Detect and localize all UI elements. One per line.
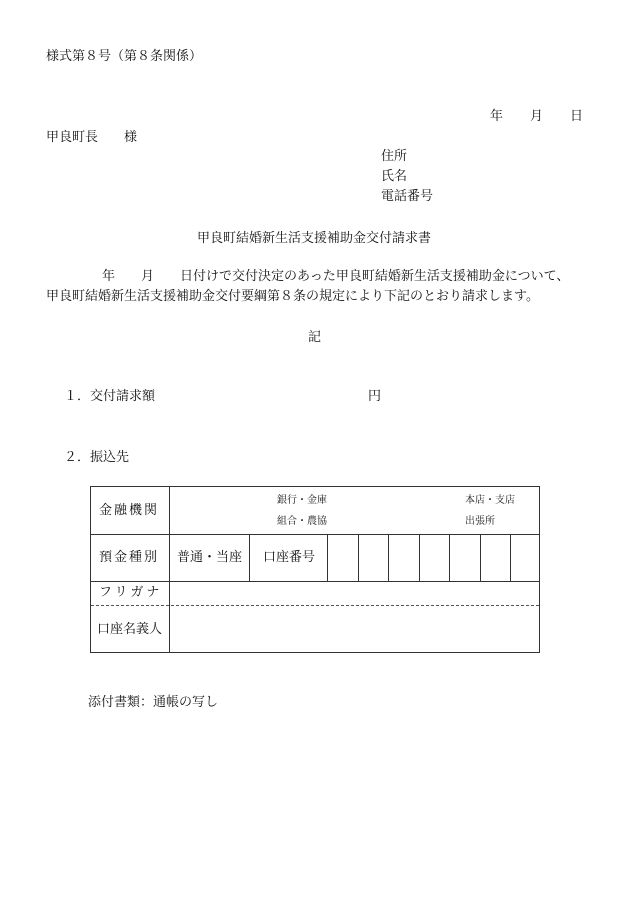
address-label: 住所 [381, 149, 408, 164]
account-holder-label: 口座名義人 [97, 622, 163, 637]
body-line-1: 年 月 日付けで交付決定のあった甲良町結婚新生活支援補助金について、 [102, 269, 570, 284]
date-day: 日 [570, 109, 584, 124]
branch-type-2: 出張所 [465, 516, 495, 527]
bank-type-1: 銀行・金庫 [277, 495, 327, 506]
item1-unit: 円 [368, 389, 382, 404]
phone-label: 電話番号 [381, 189, 434, 204]
label-column-divider [169, 487, 170, 652]
name-label: 氏名 [381, 169, 408, 184]
addressee: 甲良町長 様 [46, 130, 138, 145]
item2-label: ２．振込先 [64, 450, 130, 465]
date-month: 月 [530, 109, 544, 124]
account-digit-divider [510, 534, 511, 581]
document-title: 甲良町結婚新生活支援補助金交付請求書 [197, 231, 432, 246]
bank-account-table [90, 486, 540, 653]
table-rule-dashed [91, 605, 539, 606]
account-digit-divider [388, 534, 389, 581]
form-number: 様式第８号（第８条関係） [46, 49, 203, 64]
account-digit-divider [480, 534, 481, 581]
deposit-type-label: 預金種別 [99, 550, 160, 565]
attachment-note: 添付書類：通帳の写し [88, 695, 219, 710]
deposit-type-options: 普通・当座 [177, 550, 243, 565]
body-line-2: 甲良町結婚新生活支援補助金交付要綱第８条の規定により下記のとおり請求します。 [46, 289, 539, 304]
branch-type-1: 本店・支店 [465, 495, 515, 506]
ki-heading: 記 [308, 330, 322, 345]
deposit-divider [249, 534, 250, 581]
account-digit-divider [358, 534, 359, 581]
date-year: 年 [490, 109, 504, 124]
bank-type-2: 組合・農協 [277, 516, 327, 527]
account-digit-divider [419, 534, 420, 581]
item1-label: １．交付請求額 [64, 389, 156, 404]
account-number-label: 口座番号 [263, 550, 316, 565]
account-digit-divider [327, 534, 328, 581]
table-rule [91, 534, 539, 535]
bank-label: 金融機関 [99, 503, 160, 518]
account-digit-divider [449, 534, 450, 581]
furigana-label: フリガナ [99, 585, 163, 600]
table-rule [91, 581, 539, 582]
